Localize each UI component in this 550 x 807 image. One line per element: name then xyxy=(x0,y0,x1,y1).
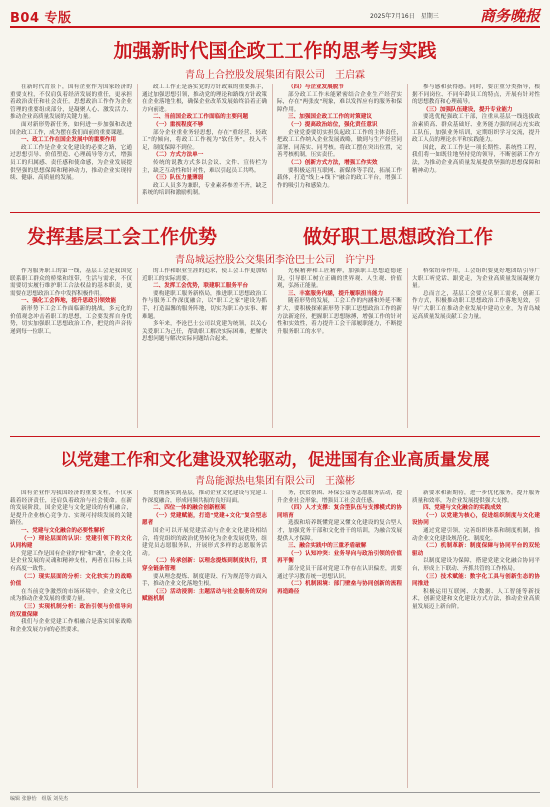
section-heading: 一、党建与文化融合的必要性解析 xyxy=(21,527,105,534)
section-heading: （四）与企业发展脱节 xyxy=(288,84,344,90)
section-heading: （三）加强队伍建设，提升专业能力 xyxy=(423,106,513,113)
section-heading: （一）以党建为核心，促进组织制度与文化建设协同 xyxy=(412,512,540,527)
paragraph: 先模精神和工匠精神，加强职工思想道德建设，引导职工树立正确的世界观、人生观、价值观，弘扬正能量。 xyxy=(277,268,402,290)
paragraph: 新形势下工会工作面临新的挑战，多元化的价值观念冲击着职工的思想，工会要发挥自身优势，切实加强职工思想政治工作，把党的声音传递到每一位职工。 xyxy=(10,305,132,335)
article3-byline: 青岛能源热电集团有限公司 王藻彬 xyxy=(195,476,355,487)
paragraph: 要从理念提炼、制度建设、行为规范等方面入手，推动企业文化落地生根。 xyxy=(142,573,267,588)
column-divider xyxy=(272,268,273,428)
section-heading: （一）重视程度不够 xyxy=(153,121,204,128)
column-divider xyxy=(137,84,138,204)
article2-title-left: 发挥基层工会工作优势 xyxy=(27,226,218,248)
column-divider xyxy=(137,268,138,428)
newspaper-brand: 商务晚报 xyxy=(479,7,540,25)
article3-col2 xyxy=(142,490,267,790)
column-divider xyxy=(407,268,408,428)
paragraph: 面对新形势新任务，如何进一步加强和改进国企政工工作，成为摆在我们面前的重要课题。 xyxy=(10,121,132,136)
article2-title-right: 做好职工思想政治工作 xyxy=(303,226,494,248)
paragraph: 务，扶贫帮困、环保公益等志愿服务活动，提升企业社会形象，增强员工社会责任感。 xyxy=(277,490,402,504)
paragraph: 政工人员多为兼职，专业素养参差不齐，缺乏系统的培训和激励机制。 xyxy=(142,182,267,197)
paragraph: 要选优配强政工干部，注重从基层一线选拔政治素质高、群众基础好、业务能力强的同志充实政工队伍，加强业务培训，定期组织学习交流，提升政工人员的理论水平和实践能力。 xyxy=(412,114,540,144)
section-heading: （一）认知冲突：业务导向与政治引领的价值再平衡 xyxy=(277,550,402,565)
article1-byline: 青岛上合控股发展集团有限公司 王启霖 xyxy=(185,70,365,81)
paragraph: 部分企业重业务轻思想，存在"重经营、轻政工"的倾向，将政工工作视为"软任务"，投入不足，制度保障不到位。 xyxy=(142,129,267,151)
paragraph: 部分党员干部对党建工作存在认识偏差，需要通过学习教育统一思想认识。 xyxy=(277,565,402,580)
section-heading: 一、强化工会阵地，提升思政引领效能 xyxy=(21,298,117,305)
section-heading: 二、当前国企政工工作面临的主要问题 xyxy=(153,114,249,121)
column-divider xyxy=(272,490,273,788)
section-rule xyxy=(10,212,540,213)
article2-col3 xyxy=(277,268,402,430)
article2-byline: 青岛城运控股公交集团李沧巴士公司 许宁丹 xyxy=(175,255,375,266)
section-rule xyxy=(10,436,540,437)
paragraph: 选拔和培养既懂党建又懂文化建设的复合型人才，加强党务干部和文化骨干的培训，为融合发展提供人才保障。 xyxy=(277,520,402,542)
section-heading: （二）方式方法单一 xyxy=(153,152,204,159)
footer-credits: 编辑 张静怡 组版 刘昊杰 xyxy=(10,796,69,802)
section-heading: （一）提高政治站位，强化责任意识 xyxy=(288,121,378,128)
article3-col1 xyxy=(10,490,132,790)
paragraph: 参与感和获得感。同时，要注重分类指导，根据不同岗位、不同年龄员工的特点，开展有针对性的思想教育和心理疏导。 xyxy=(412,84,540,106)
paragraph: 企业党委要切实担负起政工工作的主体责任，把政工工作纳入企业发展战略，做到与生产经营同部署、同落实、同考核。将政工摆在突出位置，完善考核机制，压实责任。 xyxy=(277,129,402,159)
paragraph: 要构建职工服务新格局，推进职工思想政治工作与服务工作深度融合，以"职工之家"建设为抓手，打造温馨的服务阵地，切实为职工办实事、解难题。 xyxy=(142,290,267,320)
section-heading: （二）机制革新：制度保障与协同平台的双轮驱动 xyxy=(412,543,540,557)
article1-col1 xyxy=(10,84,132,206)
section-heading: （三）实现机制分析：政治引领与价值导向的双重保障 xyxy=(10,603,132,618)
paragraph: 多年来，李沧巴士公司以党建为统领，以关心关爱职工为己任，帮助职工解决实际困难，把解决思想问题与解决实际问题结合起来。 xyxy=(142,321,267,343)
paragraph: 部分政工工作未能紧密结合企业生产经营实际，存在"两张皮"现象，难以发挥应有的服务和保障作用。 xyxy=(277,91,402,113)
issue-date: 2025年7月16日 星期三 xyxy=(370,13,439,20)
article1-col4 xyxy=(412,84,540,206)
page-label: B04 专版 xyxy=(10,11,72,26)
column-divider xyxy=(407,490,408,788)
paragraph: 通过党建引领，完善组织体系和制度机制，推动企业文化建设规范化、制度化。 xyxy=(412,527,540,542)
page-header xyxy=(0,0,550,26)
section-heading: （四）人才支撑：复合型队伍与支撑模式的协同培育 xyxy=(277,505,402,519)
paragraph: 总而言之，基层工会要立足职工需求，创新工作方式，积极推动职工思想政治工作落地见效，引导广大职工在推动企业发展中建功立业，为青岛城运高质量发展贡献工会力量。 xyxy=(412,290,540,320)
paragraph: 桥梁纽带作用，工会组织要更好地团结引导广大职工听党话、跟党走，为企业高质量发展凝聚力量。 xyxy=(412,268,540,290)
section-heading: 四、党建与文化融合的实践成效 xyxy=(423,505,502,512)
article1-col3 xyxy=(277,84,402,206)
section-heading: （三）活动浸润：主题活动与社会服务的双向赋能机制 xyxy=(142,588,267,603)
section-heading: 三、加强国企政工工作的对策建议 xyxy=(288,114,372,121)
paragraph: 政工工作是企业文化建设的必要之路，它通过思想引导、价值塑造、心理疏导等方式，增强员工的归属感、责任感和使命感，为企业发展提供坚强的思想保障和精神动力，推动企业实现持续、健康、高质量的发展。 xyxy=(10,144,132,182)
paragraph: 贯彻落实到基层，推动企业文化建设与党建工作深度融合，形成同频共振的良好局面。 xyxy=(142,490,267,504)
column-divider xyxy=(137,490,138,788)
section-heading: （二）现实层面的分析：文化软实力的战略价值 xyxy=(10,573,132,588)
paragraph: 随着形势的发展，工会工作的内涵和外延不断扩大，要积极探索新形势下职工思想政治工作的新方法新途径，把握职工思想脉搏，增强工作的针对性和实效性，着力提升工会干部履职能力，不断提升服务职工的水平。 xyxy=(277,298,402,335)
article2-col1 xyxy=(10,268,132,430)
footer-rule xyxy=(10,792,540,793)
section-heading: （二）传承创新：以理念提炼到制度执行，贯穿全链条管理 xyxy=(142,558,267,572)
paragraph: 要积极运用互联网、新媒体等手段，拓展工作载体，打造"线上+线下"融合的政工平台，增强工作的吸引力和感染力。 xyxy=(277,167,402,189)
section-heading: （三）技术赋能：数字化工具与创新生态的协同推进 xyxy=(412,573,540,588)
paragraph: 国有企业作为我国经济的重要支柱，不仅承载着经济责任，还肩负着政治与社会使命。在新的发展阶段，国企党建与文化建设的有机融合，是提升企业核心竞争力、实现可持续发展的关键路径。 xyxy=(10,490,132,527)
paragraph: 在当前竞争激烈的市场环境中，企业文化已成为推动企业发展的重要力量。 xyxy=(10,588,132,603)
paragraph: 我们与企业党建工作相融合是落实国家战略和企业发展方向的必然要求。 xyxy=(10,619,132,633)
paragraph: 因此，政工工作是一项长期性、系统性工程，我们将一如既往地坚持党的领导，不断创新工作方法，为推动企业高质量发展提供坚强的思想保障和精神动力。 xyxy=(412,144,540,174)
section-heading: （二）机制困境：部门壁垒与协同创新的流程再造路径 xyxy=(277,581,402,595)
paragraph: 党建工作是国有企业的"根"和"魂"，企业文化是企业发展的灵魂和精神支柱，两者在目标上具有高度一致性。 xyxy=(10,550,132,572)
article1-title: 加强新时代国企政工工作的思考与实践 xyxy=(113,40,437,62)
column-divider xyxy=(407,84,408,204)
article1-col2 xyxy=(142,84,267,206)
header-rule xyxy=(10,26,540,28)
article3-title: 以党建工作和文化建设双轮驱动，促进国有企业高质量发展 xyxy=(60,450,490,469)
column-divider xyxy=(272,84,273,204)
section-heading: （二）创新方式方法，增强工作实效 xyxy=(288,159,378,166)
section-heading: （三）队伍力量薄弱 xyxy=(153,175,204,182)
section-heading: （一）理论层面的认识：党建引领下的文化认同构建 xyxy=(10,535,132,550)
paragraph: 国企可以开展党建活动与企业文化建设相结合，将党组织的政治优势转化为企业发展优势，组建党员志愿服务队，开展形式多样的志愿服务活动。 xyxy=(142,527,267,557)
article2-col2 xyxy=(142,268,267,430)
paragraph: 政工工作正是落实党的方针政策的重要抓手，通过加强思想引领，推动党的理论和路线方针政策在企业落地生根，确保企业改革发展始终沿着正确方向前进。 xyxy=(142,84,267,113)
paragraph: 在新时代背景下，国有企业作为国家经济的重要支柱，不仅肩负着经济发展的重任，更承担着政治责任和社会责任。思想政治工作作为企业管理的重要组成部分，是凝聚人心、激发活力、推动企业高质量发展的关键力量。 xyxy=(10,84,132,121)
section-heading: 二、发挥工会优势，联建职工服务平台 xyxy=(153,283,249,290)
article2-col4 xyxy=(412,268,540,430)
paragraph: 积极运用互联网、大数据、人工智能等新技术，创新党建和文化建设方式方法，推动企业高质量发展迈上新台阶。 xyxy=(412,588,540,610)
section-heading: 三、融合实践中的三重矛盾破解 xyxy=(288,543,367,550)
paragraph: 以制度建设为保障，搭建党建文化融合协同平台，形成上下联动、齐抓共管的工作格局。 xyxy=(412,558,540,572)
paragraph: 的工作和职业生涯的追求，使工会工作更加贴近职工的实际需要。 xyxy=(142,268,267,282)
article3-col4 xyxy=(412,490,540,790)
section-heading: （一）党建赋能，打造"党建+文化"复合型志愿者 xyxy=(142,512,267,527)
paragraph: 作为服务职工的第一线，基层工会是我国党联系职工群众的桥梁和纽带，生活与需求，不仅需要切实履行维护职工合法权益的基本职责，更需要在思想政治工作中发挥积极作用。 xyxy=(10,268,132,297)
article3-col3 xyxy=(277,490,402,790)
section-heading: 二、四位一体的融合创新框架 xyxy=(153,505,226,512)
section-heading: 三、丰富服务内涵，提升履职担当能力 xyxy=(288,290,384,297)
section-heading: 一、政工工作在国企发展中的重要作用 xyxy=(21,137,117,144)
paragraph: 传统的说教方式多以会议、文件、宣传栏为主，缺乏互动性和针对性，难以引起员工共鸣。 xyxy=(142,159,267,174)
paragraph: 新要求和新期待，进一步优化服务，提升服务质量和效率，为企业发展提供强大支撑。 xyxy=(412,490,540,504)
